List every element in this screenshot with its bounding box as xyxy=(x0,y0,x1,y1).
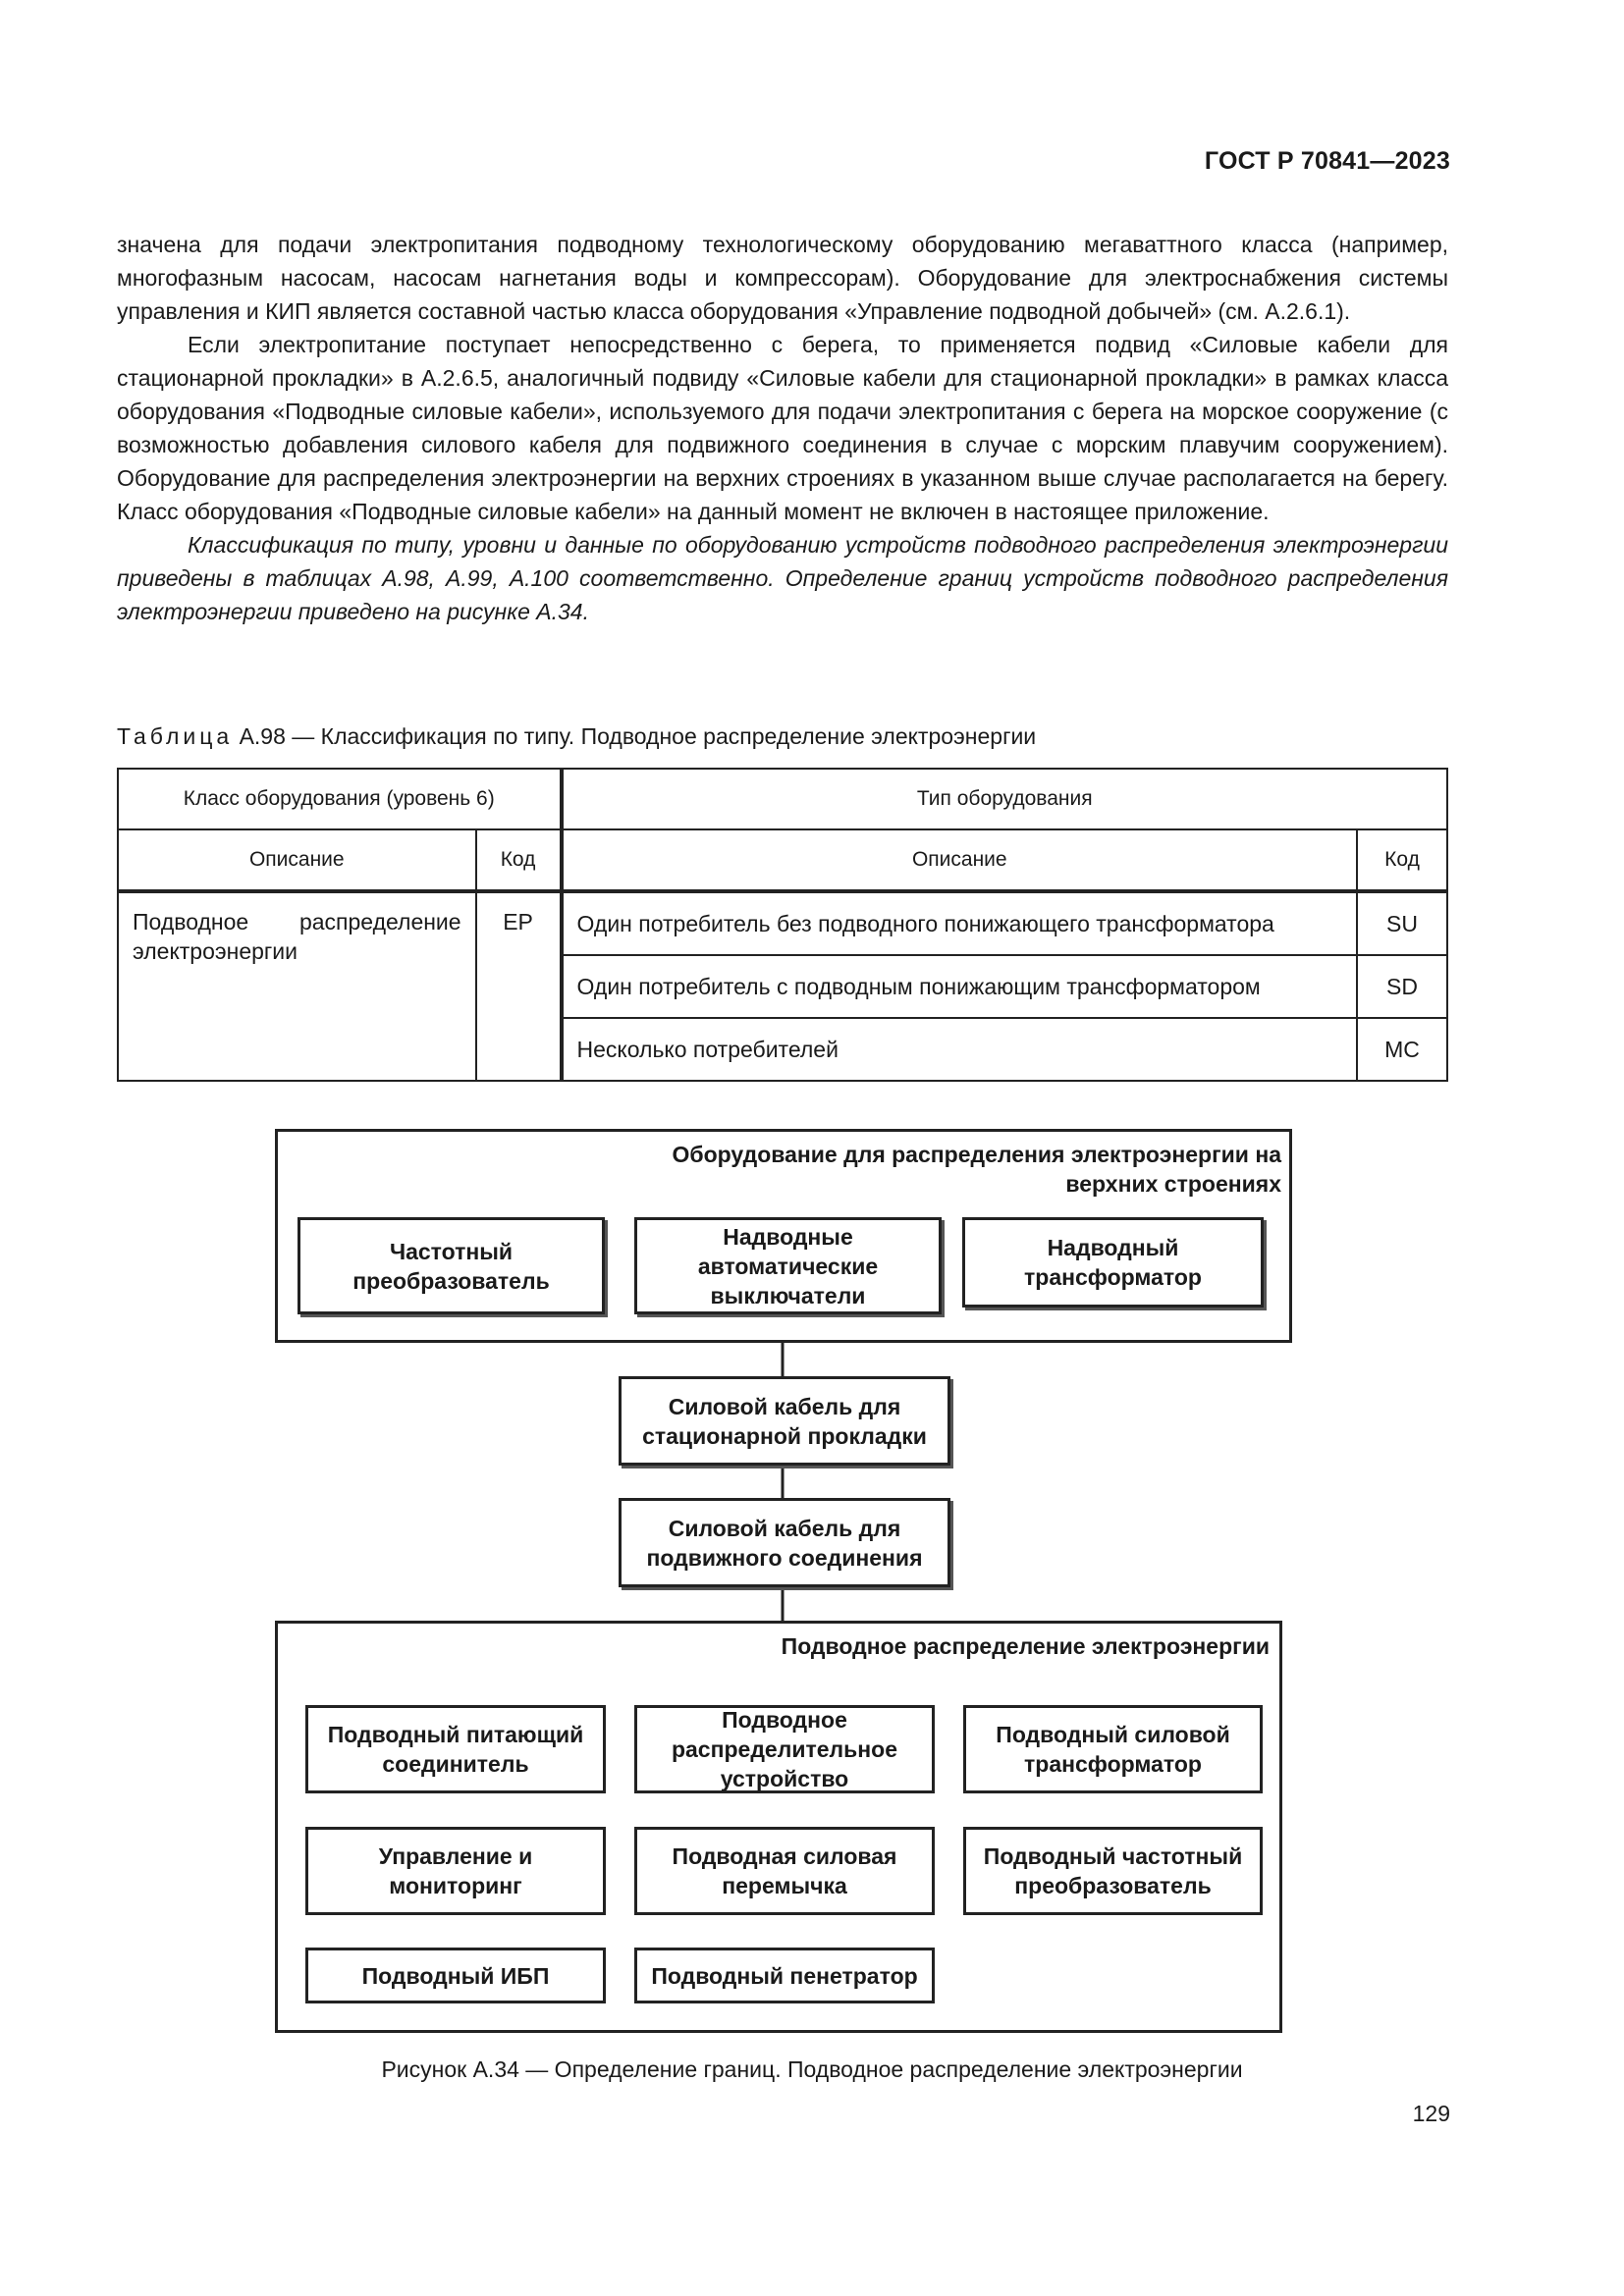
topside-group-label: Оборудование для распределения электроэнергии на верхних строениях xyxy=(672,1142,1281,1197)
subsea-item: Подводный ИБП xyxy=(305,1948,606,2003)
subsea-item: Подводный питающий соединитель xyxy=(305,1705,606,1793)
class-code-cell: EP xyxy=(476,891,562,1081)
type-description-cell: Один потребитель без подводного понижающего трансформатора xyxy=(562,891,1358,955)
topside-group-box xyxy=(275,1129,1292,1343)
type-code-cell: MC xyxy=(1357,1018,1447,1081)
type-code-cell: SU xyxy=(1357,891,1447,955)
header-class-description: Описание xyxy=(118,829,476,891)
topside-item: Частотный преобразователь xyxy=(298,1217,605,1314)
subsea-item: Подводный частотный преобразователь xyxy=(963,1827,1263,1915)
page-number: 129 xyxy=(1412,2101,1450,2126)
subsea-group-label: Подводное распределение электроэнергии xyxy=(781,1633,1270,1659)
class-description-cell: Подводное распределение электроэнергии xyxy=(118,891,476,1081)
classification-table xyxy=(117,768,1448,1082)
type-description-cell: Один потребитель с подводным понижающим трансформатором xyxy=(562,955,1358,1018)
figure-caption: Рисунок А.34 — Определение границ. Подводное распределение электроэнергии xyxy=(381,2056,1243,2082)
table-caption xyxy=(117,723,1036,750)
header-class-code: Код xyxy=(476,829,562,891)
subsea-item: Подводная силовая перемычка xyxy=(634,1827,935,1915)
subsea-group-box xyxy=(275,1621,1282,2033)
table-caption-text: А.98 — Классификация по типу. Подводное распределение электроэнергии xyxy=(233,723,1037,749)
subsea-item: Подводный силовой трансформатор xyxy=(963,1705,1263,1793)
paragraph-1: значена для подачи электропитания подводному технологическому оборудованию мегаваттного класса (например, многофазным насосам, насосам нагнетания воды и компрессорам). Оборудование для электроснабжения системы управления и КИП является составной частью класса оборудования «Управление подводной добычей» (см. А.2.6.1). xyxy=(117,232,1448,324)
type-code-cell: SD xyxy=(1357,955,1447,1018)
header-type-description: Описание xyxy=(562,829,1358,891)
paragraph-2: Если электропитание поступает непосредственно с берега, то применяется подвид «Силовые кабели для стационарной прокладки» в А.2.6.5, аналогичный подвиду «Силовые кабели для стационарной прокладки» в рамках класса оборудования «Подводные силовые кабели», используемого для подачи электропитания с берега на морское сооружение (с возможностью добавления силового кабеля для подвижного соединения в случае с морским плавучим сооружением). Оборудование для распределения электроэнергии на верхних строениях в указанном выше случае располагается на берегу. Класс оборудования «Подводные силовые кабели» на данный момент не включен в настоящее приложение. xyxy=(117,332,1448,524)
subsea-item: Подводное распределительное устройство xyxy=(634,1705,935,1793)
header-equipment-class: Класс оборудования (уровень 6) xyxy=(118,769,562,829)
topside-item: Надводный трансформатор xyxy=(962,1217,1264,1308)
header-type-code: Код xyxy=(1357,829,1447,891)
subsea-item: Подводный пенетратор xyxy=(634,1948,935,2003)
paragraph-3: Классификация по типу, уровни и данные по оборудованию устройств подводного распределения электроэнергии приведены в таблицах А.98, А.99, А.100 соответственно. Определение границ устройств подводного распределения электроэнергии приведено на рисунке А.34. xyxy=(117,532,1448,624)
dynamic-cable-box: Силовой кабель для подвижного соединения xyxy=(619,1498,950,1587)
table-caption-word: Таблица xyxy=(117,723,234,749)
type-description-cell: Несколько потребителей xyxy=(562,1018,1358,1081)
topside-item: Надводные автоматические выключатели xyxy=(634,1217,942,1314)
subsea-item: Управление и мониторинг xyxy=(305,1827,606,1915)
fixed-cable-box: Силовой кабель для стационарной прокладки xyxy=(619,1376,950,1466)
header-equipment-type: Тип оборудования xyxy=(562,769,1447,829)
body-text xyxy=(117,228,1448,628)
document-code: ГОСТ Р 70841—2023 xyxy=(1204,147,1450,175)
